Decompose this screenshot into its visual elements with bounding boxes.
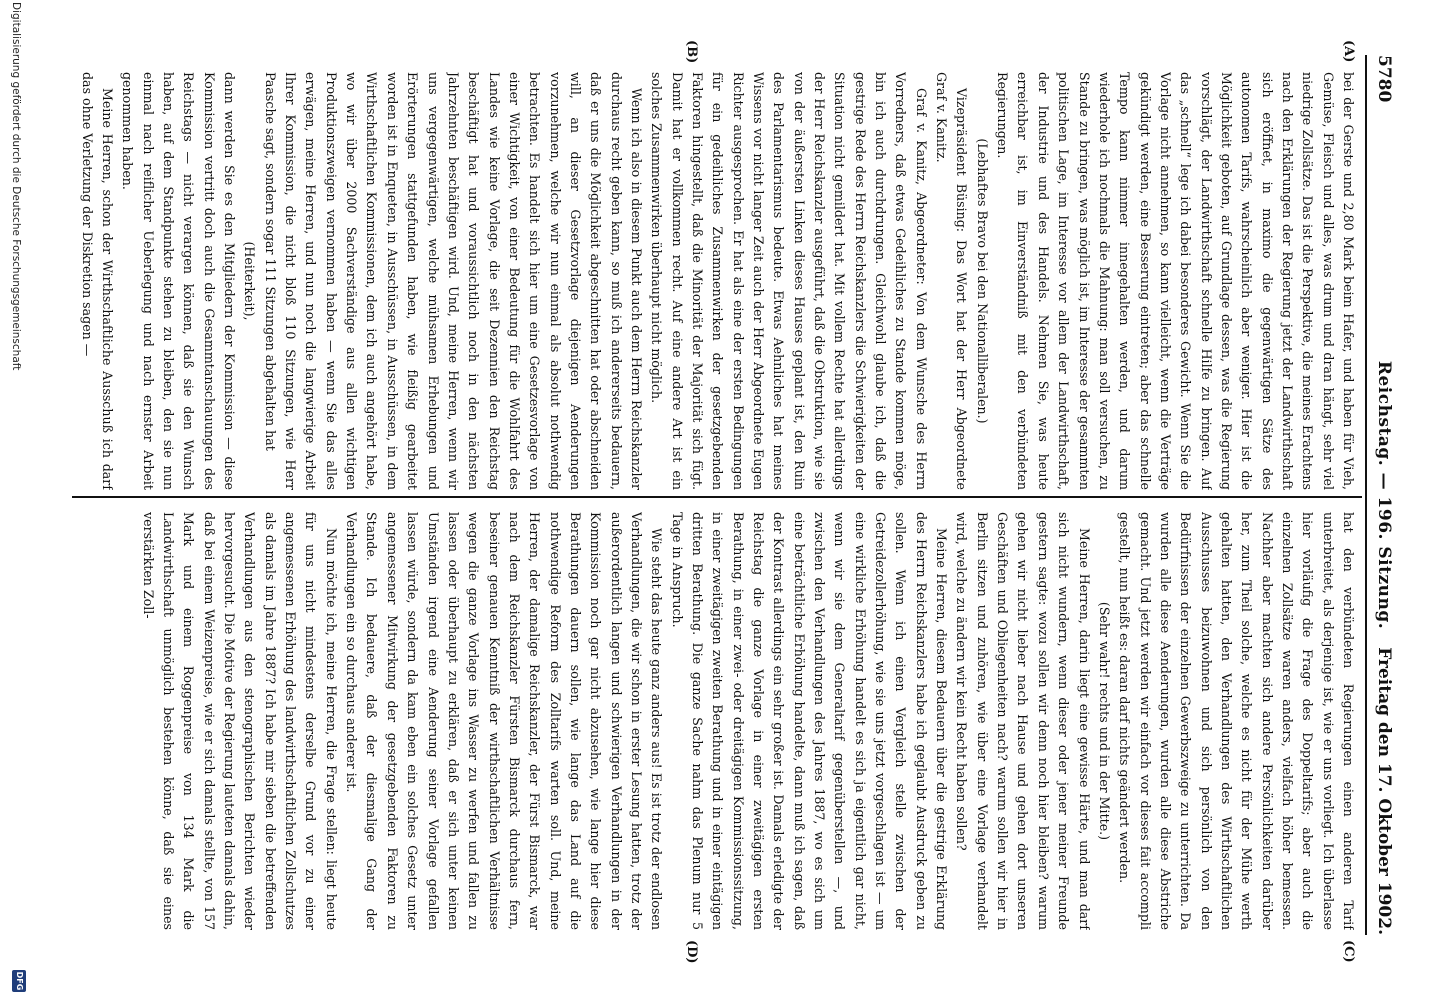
applause-note: (Lebhaftes Bravo bei den Nationalliberalen.) — [974, 138, 990, 424]
paragraph: Nun möchte ich, meine Herren, die Frage stellen: liegt heute für uns nicht mindestens derselbe Grund vor zu einer angemessenen Erhöhung des landwirthschaftlichen Zollschutzes als damals im Jahre 1887? Ich habe mir sieben die betreffenden Verhandlungen aus den stenographischen Berichten wieder hervorgesucht. Die Motive der Regierung lauteten damals dahin, daß bei einem Weizenpreise, wie er sich damals stellte, von 157 Mark und einem Roggenpreise von 134 Mark die Landwirthschaft unmöglich bestehen könne, daß sie eines verstärkten Zoll- — [140, 512, 339, 930]
paragraph: dann werden Sie es den Mitgliedern der Kommission — diese Kommission vertritt doch auch die Gesammtanschauungen des Reichstags — nicht verargen können, daß sie den Wunsch haben, auf dem Standpunkte stehen zu bleiben, den sie nun einmal nach reiflicher Ueberlegung und nach ernster Arbeit genommen haben. — [120, 72, 238, 490]
speaker-announcement: Vizepräsident Büsing: Das Wort hat der Herr Abgeordnete Graf v. Kanitz. — [934, 72, 970, 490]
page-number: 5780 — [1374, 55, 1394, 103]
page-title: Reichstag. — 196. Sitzung. — [1374, 360, 1394, 630]
header-rule — [1365, 55, 1367, 935]
margin-mark-b: (B) — [684, 40, 699, 64]
paragraph: Meine Herren, schon der Wirthschaftliche Ausschuß ich darf das ohne Verletzung der Diskretion sagen — — [79, 72, 116, 490]
paragraph: Meine Herren, darin liegt eine gewisse Härte, und man darf sich nicht wundern, wenn dieser oder jener meiner Freunde gestern sagte: wozu sollen wir denn noch hier bleiben? warum gehen wir nicht lieber nach Hause und gehen dort unseren Geschäften und Obliegenheiten nach? warum sollen wir hier in Berlin sitzen und zuhören, wie über eine Vorlage verhandelt wird, welche zu ändern wir kein Recht haben sollen? — [954, 512, 1092, 930]
paragraph: hat den verbündeten Regierungen einen anderen Tarif unterbreitet, als derjenige ist, wie er uns vorliegt. Ich überlasse hier vorläufig die Frage des Doppeltarifs; aber auch die einzelnen Zollsätze waren anders, vielfach höher bemessen. Nachher aber machten sich andere Persönlichkeiten darüber her, zum Theil solche, welche es nicht für der Mühe werth gehalten hatten, den Verhandlungen des Wirthschaftlichen Ausschusses beizuwohnen und sich persönlich von den Bedürfnissen der einzelnen Gewerbszweige zu unterrichten. Da wurden alle diese Aenderungen, wurden alle diese Abstriche gemacht. Und jetzt werden wir einfach vor dieses fait accompli gestellt, nun heißt es: daran darf nichts geändert werden. — [1117, 512, 1356, 930]
margin-mark-a: (A) — [1341, 40, 1356, 63]
session-date: Freitag den 17. Oktober 1902. — [1374, 647, 1394, 935]
laughter-note: (Heiterkeit), — [242, 241, 258, 321]
paragraph: Graf v. Kanitz, Abgeordneter: Von dem Wunsche des Herrn Vorredners, daß etwas Gedeihliches zu Stande kommen möge, bin ich auch durchdrungen. Gleichwohl glaube ich, daß die gestrige Rede des Herrn Reichskanzlers die Schwierigkeiten der Situation nicht gemildert hat. Mit vollem Rechte hat allerdings der Herr Reichskanzler ausgeführt, daß die Obstruktion, wie sie von der äußersten Linken dieses Hauses geplant ist, den Ruin des Parlamentarismus bedeute. Etwas Aehnliches hat meines Wissens vor nicht langer Zeit auch der Herr Abgeordnete Eugen Richter ausgesprochen. Er hat als eine der ersten Bedingungen für ein gedeihliches Zusammenwirken der gesetzgebenden Faktoren hingestellt, daß die Minorität der Majorität sich fügt. Damit hat er vollkommen recht. Auf eine andere Art ist ein solches Zusammenwirken überhaupt nicht möglich. — [649, 72, 929, 490]
paragraph: Wenn ich also in diesem Punkt auch dem Herrn Reichskanzler durchaus recht geben kann, so muß ich andererseits bedauern, daß er uns die Möglichkeit abgeschnitten hat oder abschneiden will, an dieser Gesetzvorlage diejenigen Aenderungen vorzunehmen, welche wir nun einmal als absolut nothwendig betrachten. Es handelt sich hier um eine Gesetzesvorlage von einer Wichtigkeit, von einer Bedeutung für die Wohlfahrt des Landes wie keine Vorlage, die seit Dezennien den Reichstag beschäftigt hat und voraussichtlich noch in den nächsten Jahrzehnten beschäftigen wird. Und, meine Herren, wenn wir uns vergegenwärtigen, welche mühsamen Erhebungen und Erörterungen stattgefunden haben, wie fleißig gearbeitet worden ist in Enqueten, in Ausschüssen, in Ausschüssen, in dem Wirthschaftlichen Kommissionen, dem ich auch angehört habe, wo wir über 2000 Sachverständige aus allen wichtigen Produktionszweigen vernommen haben — wenn Sie das alles erwägen, meine Herren, und nun noch die langwierige Arbeit Ihrer Kommission, die nicht bloß 110 Sitzungen, wie Herr Paasche sagt, sondern sogar 111 Sitzungen abgehalten hat — [262, 72, 644, 490]
digitization-footer — [2, 2, 28, 998]
paragraph: bei der Gerste und 2,80 Mark beim Hafer, und haben für Vieh, Gemüse, Fleisch und alles, was drum und dran hängt, sehr viel niedrige Zollsätze. Das ist die Perspektive, die meines Erachtens nach den Erklärungen der Regierung jetzt der Landwirthschaft sich eröffnet, in maximo die gegenwärtigen Sätze des autonomen Tarifs, wahrscheinlich aber weniger. Hier ist die Möglichkeit geboten, auf Grundlage dessen, was die Regierung vorschlägt, der Landwirthschaft schnelle Hilfe zu bringen. Auf das „schnell“ lege ich dabei besonderes Gewicht. Wenn Sie die Vorlage nicht annehmen, so kann vielleicht, wenn die Verträge gekündigt werden, eine Besserung eintreten; aber das schnelle Tempo kann nimmer innegehalten werden, und darum wiederhole ich nochmals die Mahnung: man soll versuchen, zu Stande zu bringen, was möglich ist, im Interesse der gesammten politischen Lage, im Interesse vor allem der Landwirthschaft, der Industrie und des Handels. Nehmen Sie, was heute erreichbar ist, im Einverständniß mit den verbündeten Regierungen. — [995, 72, 1356, 490]
left-text-column — [68, 72, 1358, 490]
paragraph: Wie steht das heute ganz anders aus! Es ist trotz der endlosen Verhandlungen, die wir schon in erster Lesung hatten, trotz der außerordentlich langen und schwierigen Verhandlungen in der Kommission noch gar nicht abzusehen, wie lange hier diese Berathungen dauern sollen, wie lange das Land auf die nothwendige Reform des Zolltarifs warten soll. Und, meine Herren, der damalige Reichskanzler, der Fürst Bismarck, war nach dem Reichskanzler Fürsten Bismarck durchaus fern, beseiner genauen Kenntniß der wirthschaftlichen Verhältnisse wegen die ganze Vorlage ins Wasser zu werfen und fallen zu lassen oder überhaupt zu erklären, daß er sich unter keinen Umständen irgend eine Aenderung seiner Vorlage gefallen lassen würde, sondern da kam eben ein solches Gesetz unter angemessener Mitwirkung der gesetzgebenden Faktoren zu Stande. Ich bedauere, daß der diesmalige Gang der Verhandlungen ein so durchaus anderer ist. — [344, 512, 665, 930]
dfg-logo: DFG — [12, 970, 26, 992]
column-divider — [72, 496, 1362, 498]
margin-mark-d: (D) — [684, 940, 699, 964]
paragraph: Meine Herren, diesem Bedauern über die gestrige Erklärung des Herrn Reichskanzlers habe ich geglaubt Ausdruck geben zu sollen. Wenn ich einen Vergleich stelle zwischen der Getreidezollerhöhung, wie sie uns jetzt vorgeschlagen ist — um eine wirkliche Erhöhung handelt es sich ja eigentlich gar nicht, wenn wir sie dem Generaltarif gegenüberstellen —, und zwischen den Verhandlungen des Jahres 1887, wo es sich um eine beträchtliche Erhöhung handelte, dann muß ich sagen, daß der Kontrast allerdings ein sehr großer ist. Damals erledigte der Reichstag die ganze Vorlage in einer zweitägigen ersten Berathung, in einer zwei- oder dreitägigen Kommissionssitzung, in einer zweitägigen zweiten Berathung und in einer eintägigen dritten Berathung. Die ganze Sache nahm das Plenum nur 5 Tage in Anspruch. — [669, 512, 950, 930]
funding-credit: Digitalisierung gefördert durch die Deutsche Forschungsgemeinschaft — [10, 2, 22, 371]
approval-note: (Sehr wahr! rechts und in der Mitte.) — [1096, 601, 1112, 841]
margin-mark-c: (C) — [1341, 940, 1356, 963]
page-header — [1368, 55, 1396, 935]
right-text-column — [68, 512, 1358, 930]
